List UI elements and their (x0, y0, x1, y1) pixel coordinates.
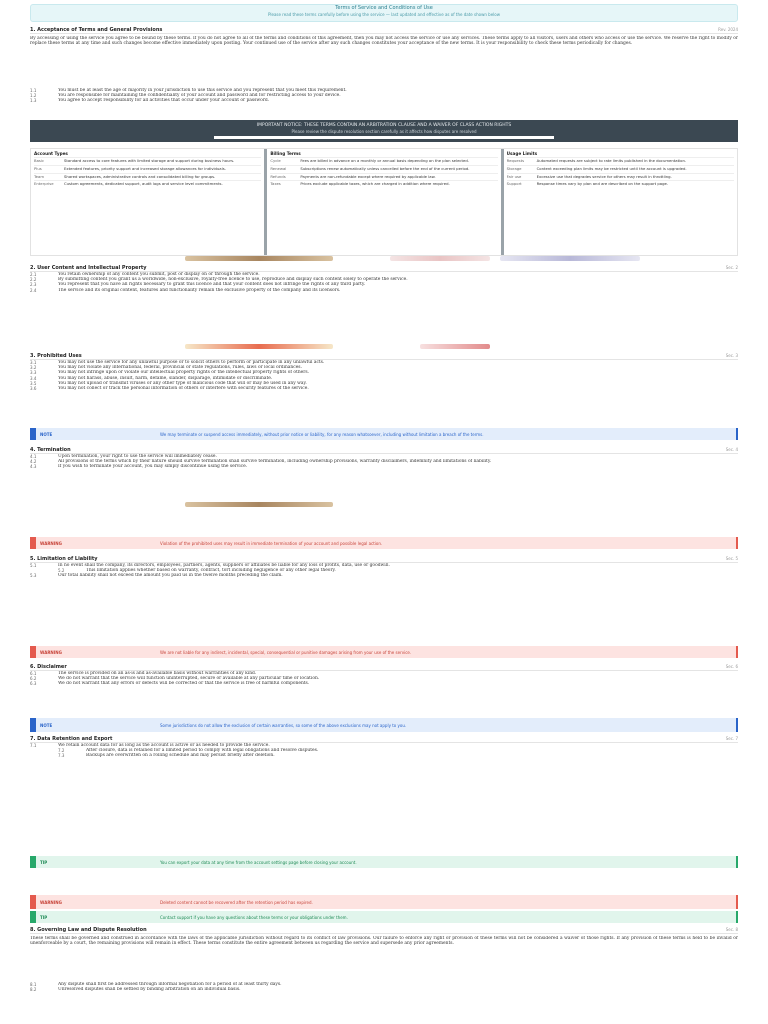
section-2 (30, 265, 738, 293)
callout-text: Deleted content cannot be recovered after the retention period has expired. (160, 899, 313, 905)
section-7 (30, 736, 738, 759)
important-notice (30, 120, 738, 142)
section-date: Sec. 4 (725, 447, 738, 452)
list-item: 1.2 You are responsible for maintaining the confidentiality of your account and password and for restricting access to your device. (30, 93, 341, 99)
notice-line-1: IMPORTANT NOTICE: THESE TERMS CONTAIN AN ARBITRATION CLAUSE AND A WAIVER OF CLASS ACTION RIGHTS (256, 123, 512, 128)
grid-cell: Requests Automated requests are subject to rate limits published in the documentation. (507, 157, 734, 165)
list-item: 4.1 Upon termination, your right to use the service will immediately cease. (30, 454, 217, 459)
section-5 (30, 556, 738, 579)
section-date: Sec. 5 (725, 556, 738, 561)
grid-column (267, 149, 503, 255)
image-strip (185, 502, 333, 507)
image-strip (390, 256, 490, 261)
section-heading: 2. User Content and Intellectual Property (30, 265, 738, 272)
callout-text: We are not liable for any indirect, incidental, special, consequential or punitive damages arising from your use of the service. (160, 649, 412, 655)
tip-callout (30, 856, 738, 868)
list-item: 1.3 You agree to accept responsibility for all activities that occur under your account or password. (30, 98, 270, 104)
section-heading: 4. Termination (30, 447, 738, 454)
callout-tag: WARNING (40, 899, 62, 905)
grid-cell: Renewal Subscriptions renew automatically unless cancelled before the end of the current period. (270, 165, 497, 173)
section-paragraph: By accessing or using the service you agree to be bound by these terms. If you do not agree to all of the terms and conditions of this agreement, then you may not access the service or use any services. These terms apply to all visitors, users and others who access or use the service. We reserve the right to modify or replace these terms at any time and such changes become effective immediately upon posting. Your continued use of the service after any such changes constitutes your acceptance of the new terms. It is your responsibility to check these terms periodically for changes. (30, 36, 738, 47)
list-item: 7.2 After closure, data is retained for a limited period to comply with legal obligations and resolve disputes. (58, 748, 319, 754)
image-strip (420, 344, 490, 349)
plan-comparison-grid (30, 148, 738, 256)
grid-cell: Support Response times vary by plan and are described on the support page. (507, 180, 734, 188)
list-item: 3.2 You may not violate any international, federal, provincial or state regulations, rules, laws or local ordinances. (30, 365, 302, 371)
grid-cell: Storage Content exceeding plan limits may be restricted until the account is upgraded. (507, 165, 734, 173)
list-item: 5.1 In no event shall the company, its directors, employees, partners, agents, suppliers or affiliates be liable for any loss of profits, data, use or goodwill. (30, 563, 390, 568)
callout-text: Some jurisdictions do not allow the exclusion of certain warranties, so some of the above exclusions may not apply to you. (160, 722, 407, 728)
section-paragraph: These terms shall be governed and construed in accordance with the laws of the applicable jurisdiction without regard to its conflict of law provisions. Our failure to enforce any right or provision of these terms will not be considered a waiver of those rights. If any provision of these terms is held to be invalid or unenforceable by a court, the remaining provisions will remain in effect. These terms constitute the entire agreement between us regarding the service and supersede any prior agreements. (30, 936, 738, 947)
list-item: 3.6 You may not collect or track the personal information of others or interfere with security features of the service. (30, 386, 309, 392)
list-item: 5.2 This limitation applies whether based on warranty, contract, tort including negligence or any other legal theory. (58, 568, 336, 574)
callout-text: Contact support if you have any questions about these terms or your obligations under them. (160, 914, 348, 920)
grid-column-title: Billing Terms (270, 151, 301, 156)
list-item: 6.3 We do not warrant that any errors or defects will be corrected or that the service is free of harmful components. (30, 681, 310, 687)
section-date: Sec. 8 (725, 927, 738, 932)
list-item: 5.3 Our total liability shall not exceed the amount you paid us in the twelve months preceding the claim. (30, 573, 283, 579)
tip-callout (30, 911, 738, 923)
grid-cell: Refunds Payments are non-refundable except where required by applicable law. (270, 173, 497, 181)
section-4 (30, 447, 738, 470)
section-8 (30, 927, 738, 992)
section-3 (30, 353, 738, 391)
list-item: 4.3 If you wish to terminate your account, you may simply discontinue using the service. (30, 464, 248, 470)
section-date: Sec. 7 (725, 736, 738, 741)
warning-callout (30, 537, 738, 549)
grid-cell: Fair use Excessive use that degrades service for others may result in throttling. (507, 173, 734, 181)
list-item: 3.4 You may not harass, abuse, insult, harm, defame, slander, disparage, intimidate or discriminate. (30, 375, 273, 381)
document-subtitle: Please read these terms carefully before using the service — last updated and effective as of the date shown below (267, 12, 501, 17)
list-item: 3.1 You may not use the service for any unlawful purpose or to solicit others to perform or participate in any unlawful acts. (30, 360, 325, 365)
callout-text: We may terminate or suspend access immediately, without prior notice or liability, for any reason whatsoever, including without limitation a breach of the terms. (160, 431, 484, 437)
warning-callout (30, 646, 738, 658)
callout-text: Violation of the prohibited uses may result in immediate termination of your account and possible legal action. (160, 540, 383, 546)
grid-column (31, 149, 267, 255)
callout-tag: TIP (40, 859, 48, 865)
callout-tag: NOTE (40, 722, 53, 728)
section-heading: 1. Acceptance of Terms and General Provisions (30, 27, 738, 34)
callout-text: You can export your data at any time from the account settings page before closing your account. (160, 859, 357, 865)
callout-tag: NOTE (40, 431, 53, 437)
grid-column-title: Account Types (34, 151, 68, 156)
grid-column (504, 149, 737, 255)
callout-tag: WARNING (40, 649, 62, 655)
callout-tag: WARNING (40, 540, 62, 546)
list-item: 1.1 You must be at least the age of majority in your jurisdiction to use this service and you represent that you meet this requirement. (30, 88, 347, 93)
list-item: 6.2 We do not warrant that the service will function uninterrupted, secure or available at any particular time or location. (30, 676, 320, 682)
grid-cell: Basic Standard access to core features with limited storage and support during business hours. (34, 157, 261, 165)
section-date: Sec. 3 (725, 353, 738, 358)
section-date: Rev. 2024 (718, 27, 738, 32)
section-date: Sec. 6 (725, 664, 738, 669)
callout-tag: TIP (40, 914, 48, 920)
image-strip (500, 256, 640, 261)
section-heading: 7. Data Retention and Export (30, 736, 738, 743)
section-6 (30, 664, 738, 687)
list-item: 8.1 Any dispute shall first be addressed through informal negotiation for a period of at least thirty days. (30, 982, 282, 987)
list-item: 2.3 You represent that you have all rights necessary to grant this licence and that your content does not infringe the rights of any third party. (30, 282, 366, 288)
note-callout (30, 428, 738, 440)
list-item: 2.4 The service and its original content, features and functionality remain the exclusive property of the company and its licensors. (30, 287, 341, 293)
list-item: 3.5 You may not upload or transmit viruses or any other type of malicious code that will or may be used in any way. (30, 380, 307, 386)
section-heading: 3. Prohibited Uses (30, 353, 738, 360)
grid-cell: Enterprise Custom agreements, dedicated support, audit logs and service level commitments. (34, 180, 261, 188)
grid-column-title: Usage Limits (506, 151, 538, 156)
image-strip (185, 256, 333, 261)
document-title: Terms of Service and Conditions of Use (335, 5, 433, 11)
list-item: 3.3 You may not infringe upon or violate our intellectual property rights or the intellectual property rights of others. (30, 370, 310, 376)
list-item: 4.2 All provisions of the terms which by their nature should survive termination shall survive termination, including ownership provisions, warranty disclaimers, indemnity and limitations of liability. (30, 459, 492, 465)
note-callout (30, 718, 738, 732)
section-heading: 8. Governing Law and Dispute Resolution (30, 927, 738, 934)
warning-callout (30, 895, 738, 909)
document-banner (30, 4, 738, 22)
grid-cell: Taxes Prices exclude applicable taxes, which are charged in addition where required. (270, 180, 497, 188)
section-heading: 5. Limitation of Liability (30, 556, 738, 563)
grid-cell: Plus Extended features, priority support and increased storage allowances for individuals. (34, 165, 261, 173)
grid-cell: Team Shared workspaces, administrative controls and consolidated billing for groups. (34, 173, 261, 181)
section-heading: 6. Disclaimer (30, 664, 738, 671)
list-item: 2.1 You retain ownership of any content you submit, post or display on or through the service. (30, 272, 260, 277)
list-item: 7.3 Backups are overwritten on a rolling schedule and may persist briefly after deletion. (58, 753, 275, 759)
image-strip (185, 344, 333, 349)
section-date: Sec. 2 (725, 265, 738, 270)
notice-divider (214, 136, 554, 139)
list-item: 8.2 Unresolved disputes shall be settled by binding arbitration on an individual basis. (30, 987, 241, 993)
list-item: 7.1 We retain account data for as long as the account is active or as needed to provide the service. (30, 743, 270, 748)
section-1 (30, 27, 738, 104)
list-item: 6.1 The service is provided on an as-is and as-available basis without warranties of any kind. (30, 671, 257, 676)
grid-cell: Cycle Fees are billed in advance on a monthly or annual basis depending on the plan selected. (270, 157, 497, 165)
notice-line-2: Please review the dispute resolution section carefully as it affects how disputes are resolved (291, 129, 477, 134)
list-item: 2.2 By submitting content you grant us a worldwide, non-exclusive, royalty-free licence to use, reproduce and display such content solely to operate the service. (30, 277, 408, 283)
